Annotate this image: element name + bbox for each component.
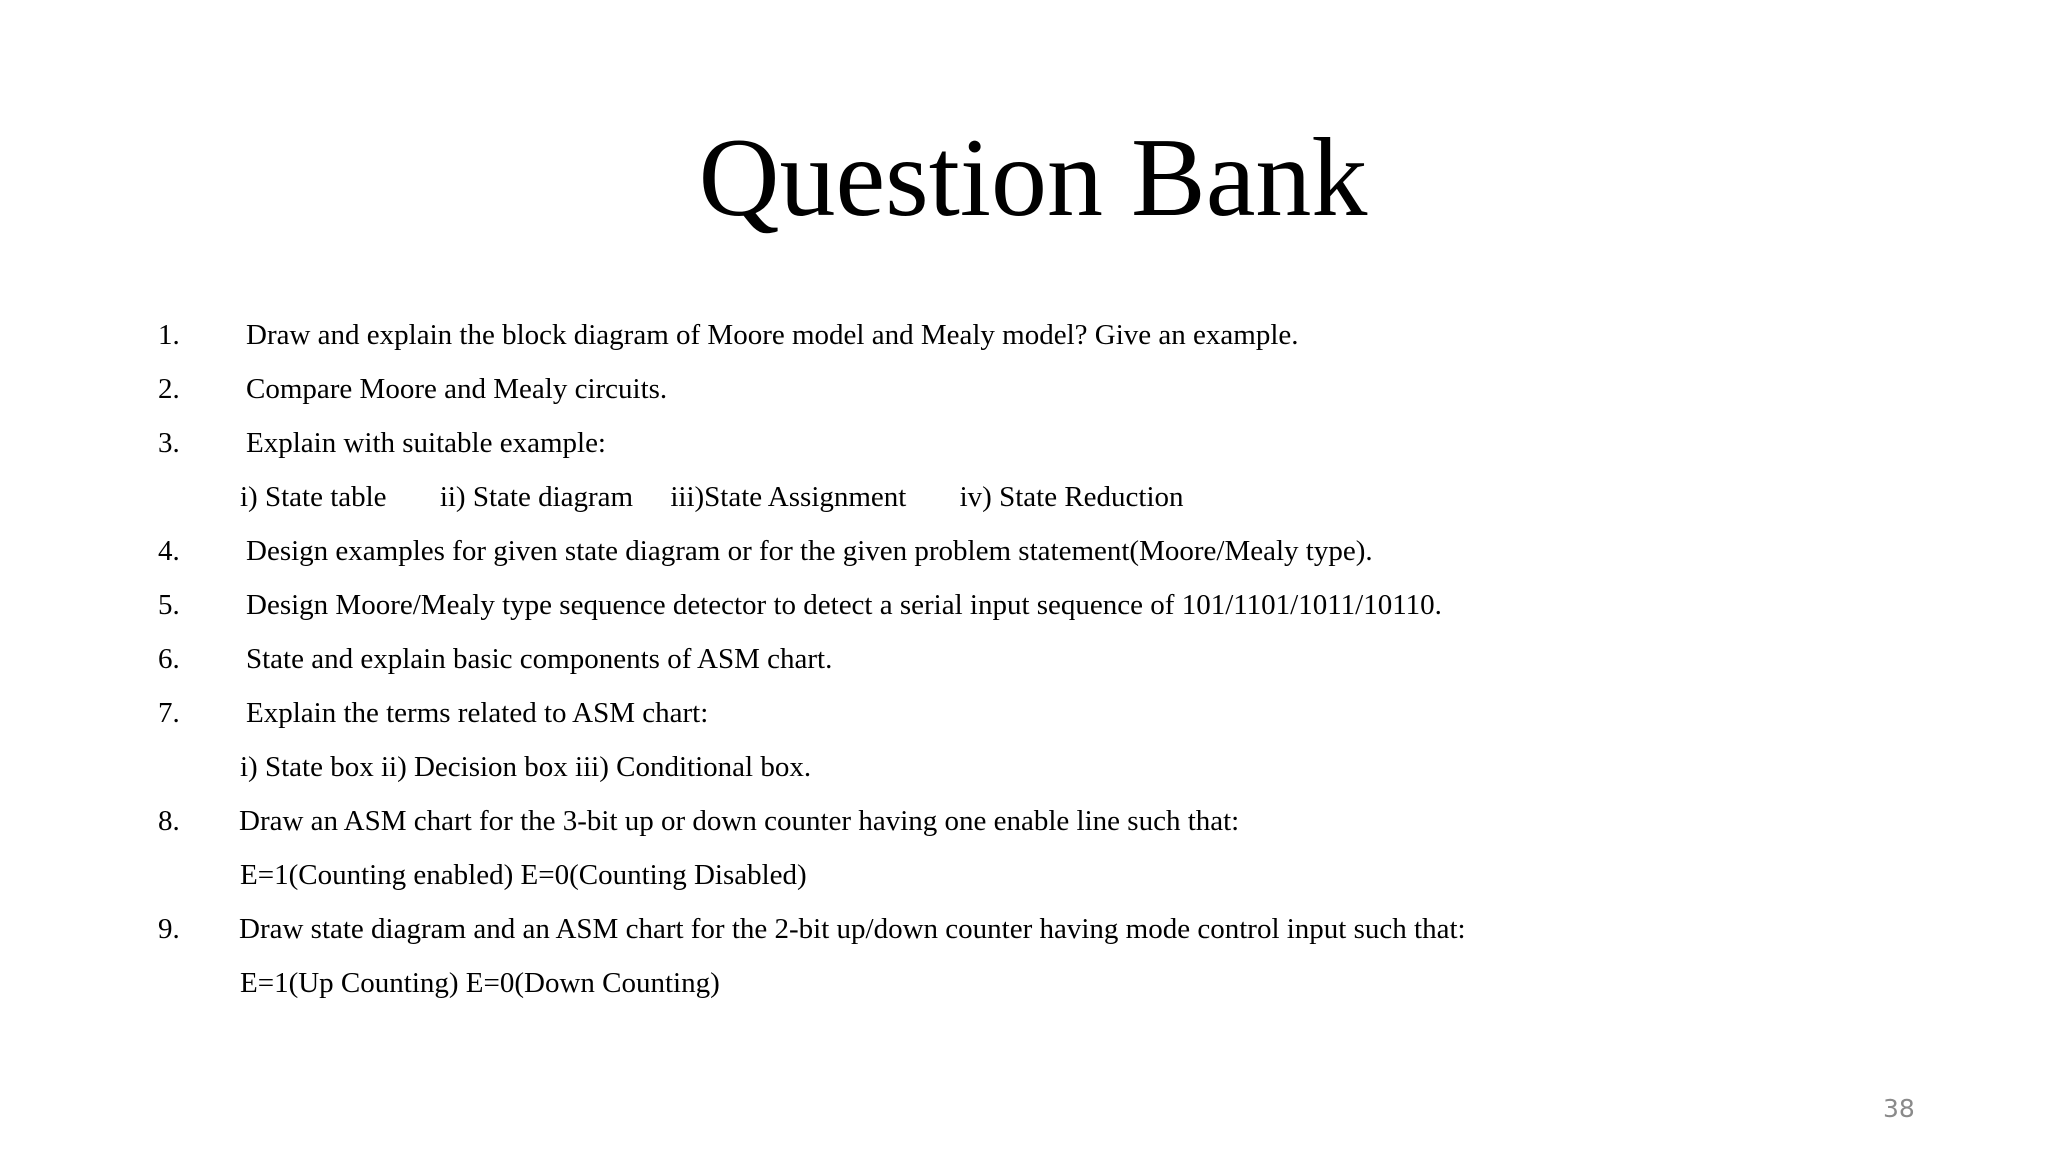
question-item bbox=[0, 902, 2048, 956]
question-item bbox=[0, 632, 2048, 686]
question-text: Draw state diagram and an ASM chart for the 2-bit up/down counter having mode control input such that: bbox=[239, 913, 1466, 945]
question-item bbox=[0, 416, 2048, 470]
question-number: 5. bbox=[158, 589, 180, 621]
subitem: ii) State diagram bbox=[439, 481, 634, 513]
question-text: State and explain basic components of ASM chart. bbox=[246, 643, 833, 675]
page-number: 38 bbox=[1883, 1094, 1915, 1123]
question-text: Explain with suitable example: bbox=[246, 427, 606, 459]
question-text: Draw and explain the block diagram of Moore model and Mealy model? Give an example. bbox=[246, 319, 1299, 351]
subitem: i) State table bbox=[240, 481, 387, 513]
question-text: Compare Moore and Mealy circuits. bbox=[246, 373, 668, 405]
subitem-list bbox=[240, 470, 1184, 524]
question-number: 7. bbox=[158, 697, 180, 729]
question-item bbox=[0, 578, 2048, 632]
question-subtext bbox=[0, 848, 2048, 902]
question-list bbox=[0, 308, 2048, 1010]
question-subtext bbox=[0, 740, 2048, 794]
subtext: E=1(Counting enabled) E=0(Counting Disabled) bbox=[240, 859, 807, 891]
subtext: i) State box ii) Decision box iii) Conditional box. bbox=[240, 751, 812, 783]
question-item bbox=[0, 308, 2048, 362]
question-number: 1. bbox=[158, 319, 180, 351]
slide-title: Question Bank bbox=[698, 116, 1368, 240]
question-number: 3. bbox=[158, 427, 180, 459]
subitem: iv) State Reduction bbox=[959, 481, 1184, 513]
question-item bbox=[0, 794, 2048, 848]
subitem: iii)State Assignment bbox=[670, 481, 907, 513]
question-text: Explain the terms related to ASM chart: bbox=[246, 697, 709, 729]
question-item bbox=[0, 686, 2048, 740]
question-subitems bbox=[0, 470, 2048, 524]
question-number: 6. bbox=[158, 643, 180, 675]
question-number: 9. bbox=[158, 913, 180, 945]
question-item bbox=[0, 362, 2048, 416]
question-text: Design examples for given state diagram or for the given problem statement(Moore/Mealy type). bbox=[246, 535, 1373, 567]
question-text: Design Moore/Mealy type sequence detector to detect a serial input sequence of 101/1101/1011/10110. bbox=[246, 589, 1442, 621]
question-number: 8. bbox=[158, 805, 180, 837]
question-subtext bbox=[0, 956, 2048, 1010]
subtext: E=1(Up Counting) E=0(Down Counting) bbox=[240, 967, 720, 999]
question-number: 2. bbox=[158, 373, 180, 405]
question-number: 4. bbox=[158, 535, 180, 567]
question-item bbox=[0, 524, 2048, 578]
question-text: Draw an ASM chart for the 3-bit up or down counter having one enable line such that: bbox=[239, 805, 1240, 837]
